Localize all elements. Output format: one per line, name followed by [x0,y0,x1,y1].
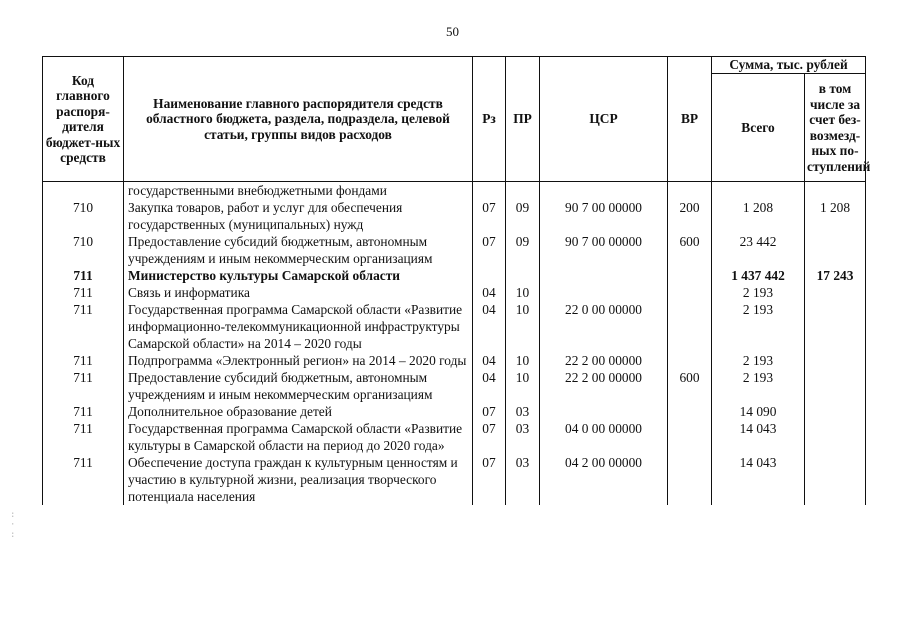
cell-total: 2 193 [712,301,805,352]
table-row [43,284,866,301]
cell-csr [540,182,668,200]
cell-rz: 04 [473,301,506,352]
cell-csr [540,267,668,284]
cell-vr [668,182,712,200]
cell-pr: 10 [506,284,540,301]
cell-csr [540,284,668,301]
cell-rz: 07 [473,454,506,505]
cell-name: Связь и информатика [124,284,473,301]
cell-pr: 03 [506,454,540,505]
cell-total: 2 193 [712,284,805,301]
cell-pr: 03 [506,420,540,454]
cell-code: 711 [43,369,124,403]
table-row [43,233,866,267]
table-row [43,454,866,505]
cell-total: 1 208 [712,199,805,233]
cell-name: Предоставление субсидий бюджетным, автономным учреждениям и иным некоммерческим организациям [124,233,473,267]
cell-rz: 04 [473,284,506,301]
header-gratuitous: в том числе за счет без-возмезд-ных по-ступлений [805,74,866,182]
cell-pr: 09 [506,199,540,233]
cell-gratuitous [805,182,866,200]
cell-code: 711 [43,284,124,301]
cell-total: 23 442 [712,233,805,267]
cell-rz: 04 [473,369,506,403]
cell-code: 711 [43,267,124,284]
table-row [43,199,866,233]
header-name: Наименование главного распорядителя средств областного бюджета, раздела, подраздела, целевой статьи, группы видов расходов [124,57,473,182]
cell-name: Предоставление субсидий бюджетным, автономным учреждениям и иным некоммерческим организациям [124,369,473,403]
cell-vr [668,284,712,301]
cell-vr [668,352,712,369]
page-number: 50 [446,24,459,39]
cell-rz: 07 [473,233,506,267]
header-total: Всего [712,74,805,182]
cell-rz: 04 [473,352,506,369]
cell-name: Министерство культуры Самарской области [124,267,473,284]
cell-rz: 07 [473,199,506,233]
cell-vr [668,301,712,352]
cell-name: Обеспечение доступа граждан к культурным ценностям и участию в культурной жизни, реализация творческого потенциала населения [124,454,473,505]
cell-total: 2 193 [712,369,805,403]
cell-total: 14 043 [712,420,805,454]
cell-name: Подпрограмма «Электронный регион» на 2014 – 2020 годы [124,352,473,369]
cell-total: 14 090 [712,403,805,420]
cell-total [712,182,805,200]
cell-total: 1 437 442 [712,267,805,284]
cell-vr [668,403,712,420]
cell-csr: 90 7 00 00000 [540,233,668,267]
cell-csr: 22 2 00 00000 [540,369,668,403]
cell-code: 710 [43,199,124,233]
cell-csr: 04 0 00 00000 [540,420,668,454]
cell-gratuitous [805,352,866,369]
cell-code: 711 [43,352,124,369]
cell-name: государственными внебюджетными фондами [124,182,473,200]
table-row [43,267,866,284]
header-row [43,57,866,74]
header-csr: ЦСР [540,57,668,182]
cell-total: 14 043 [712,454,805,505]
cell-pr [506,182,540,200]
cell-gratuitous [805,403,866,420]
cell-rz: 07 [473,420,506,454]
scan-artifact: : · : [10,510,16,540]
cell-code [43,182,124,200]
cell-code: 711 [43,454,124,505]
header-sum: Сумма, тыс. рублей [712,57,866,74]
cell-vr: 600 [668,233,712,267]
cell-gratuitous: 1 208 [805,199,866,233]
cell-pr: 10 [506,301,540,352]
cell-gratuitous [805,454,866,505]
cell-rz [473,267,506,284]
table-row [43,352,866,369]
cell-code: 711 [43,403,124,420]
cell-total: 2 193 [712,352,805,369]
table-row [43,182,866,200]
cell-vr: 600 [668,369,712,403]
cell-gratuitous [805,233,866,267]
cell-rz [473,182,506,200]
cell-rz: 07 [473,403,506,420]
cell-gratuitous: 17 243 [805,267,866,284]
cell-name: Закупка товаров, работ и услуг для обеспечения государственных (муниципальных) нужд [124,199,473,233]
header-pr: ПР [506,57,540,182]
budget-table [42,56,871,505]
table-row [43,301,866,352]
table-row [43,420,866,454]
cell-code: 711 [43,301,124,352]
cell-vr [668,454,712,505]
cell-csr: 22 0 00 00000 [540,301,668,352]
header-vr: ВР [668,57,712,182]
cell-pr: 10 [506,369,540,403]
cell-vr: 200 [668,199,712,233]
cell-gratuitous [805,284,866,301]
cell-vr [668,267,712,284]
cell-name: Государственная программа Самарской области «Развитие информационно-телекоммуникационной инфраструктуры Самарской области» на 2014 – 2020 годы [124,301,473,352]
header-code: Код главного распоря-дителя бюджет-ных средств [43,57,124,182]
table-row [43,403,866,420]
table-body [43,182,866,506]
cell-csr: 04 2 00 00000 [540,454,668,505]
cell-name: Государственная программа Самарской области «Развитие культуры в Самарской области на период до 2020 года» [124,420,473,454]
cell-csr: 90 7 00 00000 [540,199,668,233]
cell-pr: 10 [506,352,540,369]
header-rz: Рз [473,57,506,182]
cell-name: Дополнительное образование детей [124,403,473,420]
cell-gratuitous [805,301,866,352]
cell-vr [668,420,712,454]
cell-pr [506,267,540,284]
cell-csr: 22 2 00 00000 [540,352,668,369]
cell-gratuitous [805,420,866,454]
cell-code: 710 [43,233,124,267]
cell-pr: 03 [506,403,540,420]
cell-pr: 09 [506,233,540,267]
cell-gratuitous [805,369,866,403]
table-row [43,369,866,403]
cell-code: 711 [43,420,124,454]
cell-csr [540,403,668,420]
